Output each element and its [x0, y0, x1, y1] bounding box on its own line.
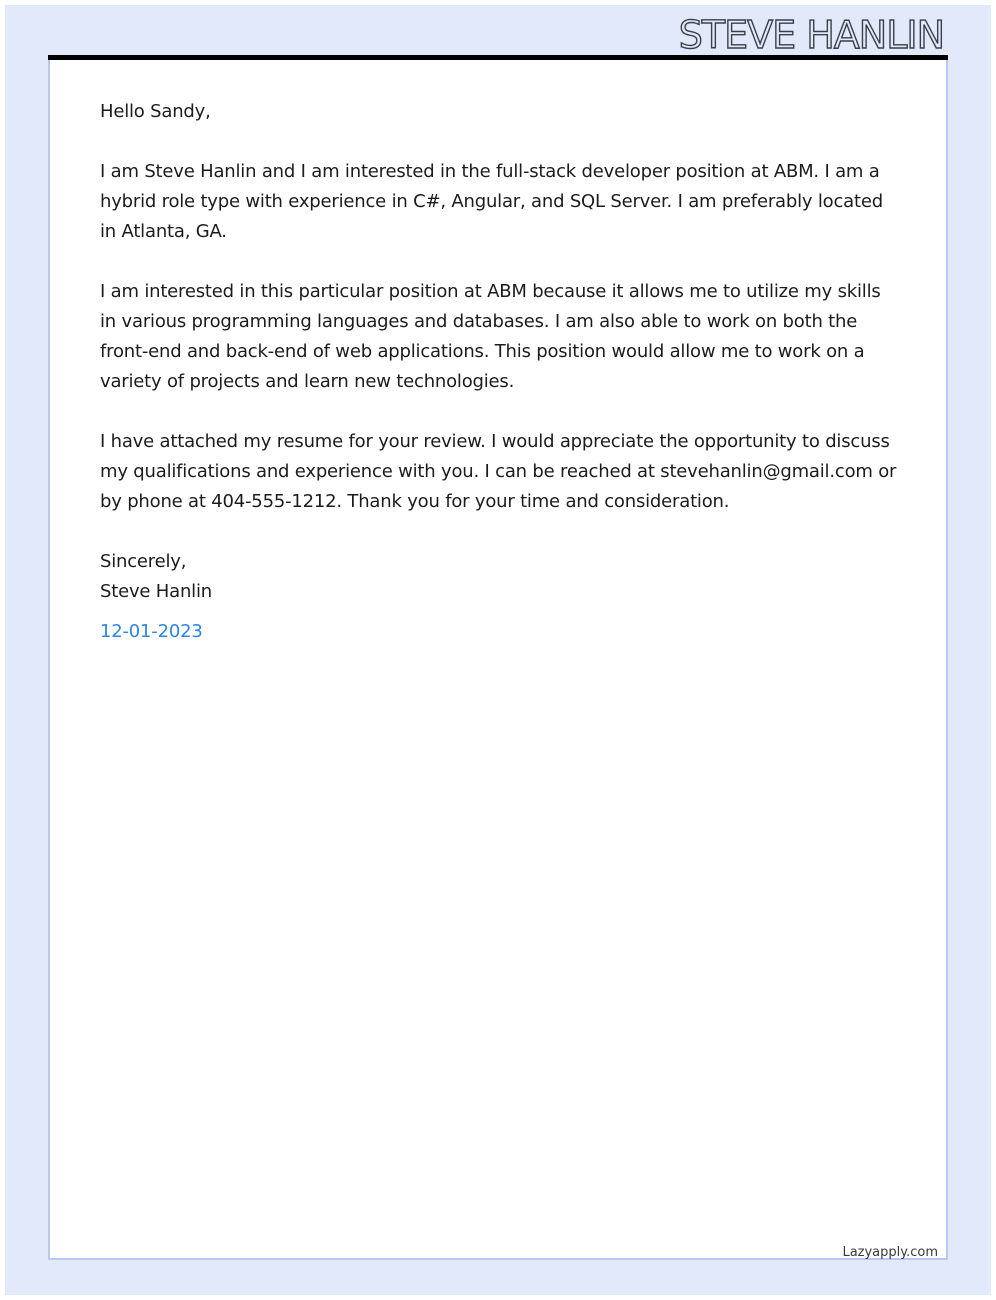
letter-paragraph-intro: I am Steve Hanlin and I am interested in the full-stack developer position at ABM. I am a hybrid role type with experience in C#, Angular, and SQL Server. I am preferably located in Atlanta, GA.: [100, 161, 883, 242]
letter-closing: [100, 547, 900, 647]
sender-name-heading: STEVE HANLIN: [678, 13, 944, 57]
cover-letter-body: [100, 97, 900, 647]
letter-greeting: Hello Sandy,: [100, 101, 211, 122]
letter-signature: Steve Hanlin: [100, 581, 212, 602]
lazyapply-watermark: Lazyapply.com: [842, 1245, 938, 1260]
letter-sign-off: Sincerely,: [100, 551, 187, 572]
letter-paragraph-contact: I have attached my resume for your review. I would appreciate the opportunity to discuss my qualifications and experience with you. I can be reached at stevehanlin@gmail.com or by phone at 404-555-1212. Thank you for your time and consideration.: [100, 431, 897, 512]
letter-date: 12-01-2023: [100, 621, 203, 642]
letter-paragraph-motivation: I am interested in this particular position at ABM because it allows me to utilize my skills in various programming languages and databases. I am also able to work on both the front-end and back-end of web applications. This position would allow me to work on a variety of projects and learn new technologies.: [100, 281, 881, 392]
